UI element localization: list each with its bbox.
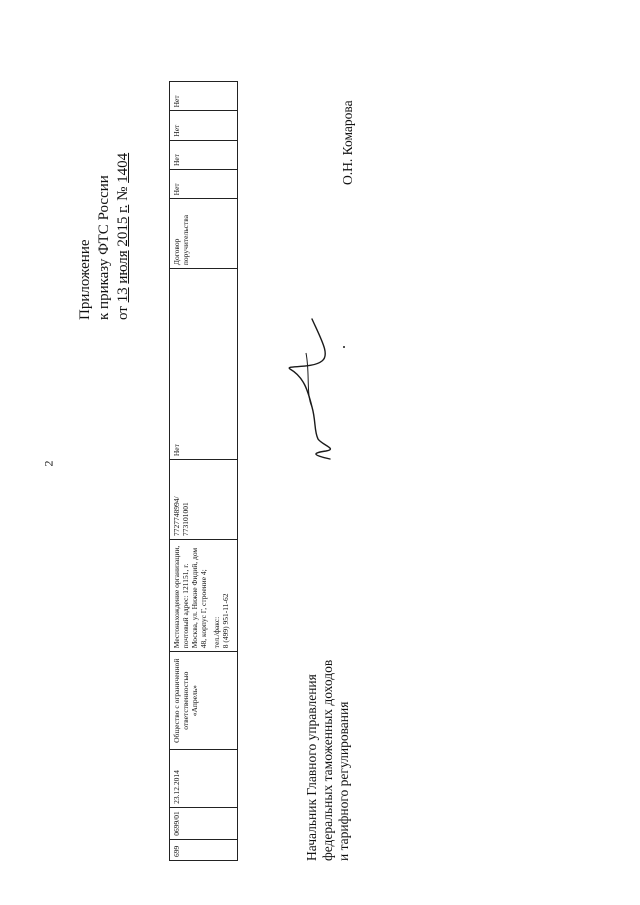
cell-c7: Нет [170,269,238,460]
appendix-order: к приказу ФТС России [96,175,112,320]
cell-index: 699 [170,839,238,860]
cell-address: Местонахождение организации, почтовый адрес: 121151, г. Москва, ул. Нижне Фидий, дом 48, корпус Г, строение 4; тел./факс: 8 (499) 951-11-62 [170,539,238,651]
appendix-year: 2015 [115,216,131,247]
signature-stroke [289,319,330,459]
signature-image [282,315,352,465]
signer-line-2: федеральных таможенных доходов [320,659,335,861]
appendix-number: 1404 [115,152,131,183]
signer-block [304,660,352,861]
cell-organization: Общество с ограниченной ответственностью «Апрель» [170,652,238,750]
signer-line-1: Начальник Главного управления [304,674,319,861]
appendix-date-line: от 13 июля 2015 г. № 1404 [115,152,131,320]
cell-reg-number: 0699/01 [170,807,238,839]
appendix-month: июля [115,250,131,284]
cell-c9: Нет [170,170,238,199]
cell-c10: Нет [170,140,238,169]
appendix-title: Приложение [77,239,93,320]
registry-table [169,81,238,861]
table-row [170,82,238,861]
page-number: 2 [41,460,56,467]
cell-c11: Нет [170,111,238,140]
cell-date: 23.12.2014 [170,750,238,808]
cell-c12: Нет [170,82,238,111]
cell-guarantee: Договор поручительства [170,199,238,269]
signer-name: О.Н. Комарова [340,100,355,185]
signature-underline [306,353,312,407]
appendix-header [76,153,133,320]
signer-line-3: и тарифного регулирования [336,701,351,861]
appendix-day: 13 [115,287,131,303]
cell-inn-kpp: 7727748994/ 773101001 [170,460,238,540]
signature-dot [343,346,345,348]
